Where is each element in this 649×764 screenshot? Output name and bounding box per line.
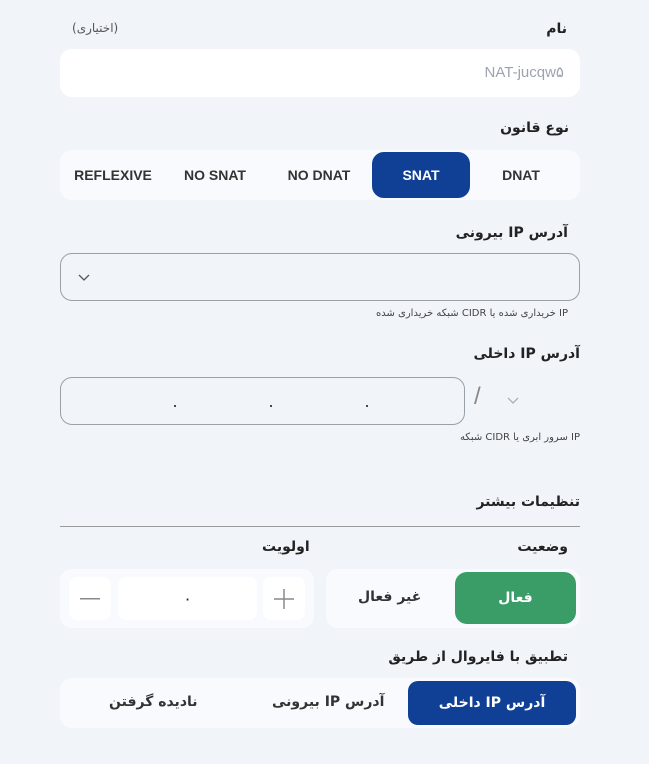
status-toggle[interactable] <box>326 569 580 628</box>
rule-type-no-snat[interactable]: NO SNAT <box>184 167 246 183</box>
firewall-match-external[interactable]: آدرس IP بیرونی <box>272 694 385 710</box>
rule-type-selector[interactable] <box>60 150 580 200</box>
cidr-chevron-down-icon[interactable] <box>507 397 519 405</box>
plus-icon <box>274 589 294 609</box>
status-active[interactable]: فعال <box>455 572 576 624</box>
rule-type-no-dnat[interactable]: NO DNAT <box>287 167 351 183</box>
cidr-slash: / <box>474 383 481 410</box>
internal-ip-input[interactable] <box>60 377 465 425</box>
rule-type-snat[interactable]: SNAT <box>372 152 470 198</box>
rule-type-label: نوع قانون <box>500 120 569 136</box>
status-inactive[interactable]: غیر فعال <box>358 589 422 605</box>
firewall-match-internal[interactable]: آدرس IP داخلی <box>408 681 576 725</box>
name-input-value: NAT-jucqw۵ <box>484 64 564 81</box>
optional-label: (اختیاری) <box>72 21 119 35</box>
firewall-match-selector[interactable] <box>60 678 580 728</box>
internal-ip-label: آدرس IP داخلی <box>473 346 580 362</box>
name-input[interactable] <box>60 49 580 97</box>
priority-input[interactable]: ۰ <box>118 577 257 620</box>
name-label: نام <box>546 21 567 37</box>
ip-octet-separator: . <box>172 391 178 411</box>
minus-icon <box>80 598 100 600</box>
external-ip-select[interactable] <box>60 253 580 301</box>
status-label: وضعیت <box>517 539 568 555</box>
firewall-match-ignore[interactable]: نادیده گرفتن <box>109 694 198 710</box>
advanced-settings-title: تنظیمات بیشتر <box>476 494 580 510</box>
priority-stepper[interactable] <box>60 569 314 628</box>
firewall-match-label: تطبیق با فایروال از طریق <box>388 649 568 665</box>
ip-octet-separator: . <box>268 391 274 411</box>
rule-type-dnat[interactable]: DNAT <box>502 167 540 183</box>
external-ip-label: آدرس IP بیرونی <box>455 225 568 241</box>
internal-ip-hint: IP سرور ابری یا CIDR شبکه <box>459 432 580 443</box>
increment-button[interactable] <box>263 577 305 620</box>
external-ip-hint: IP خریداری شده یا CIDR شبکه خریداری شده <box>375 308 568 319</box>
chevron-down-icon <box>78 274 90 282</box>
ip-octet-separator: . <box>364 391 370 411</box>
divider <box>60 526 580 527</box>
priority-label: اولویت <box>262 539 310 555</box>
decrement-button[interactable] <box>69 577 111 620</box>
rule-type-reflexive[interactable]: REFLEXIVE <box>74 167 152 183</box>
